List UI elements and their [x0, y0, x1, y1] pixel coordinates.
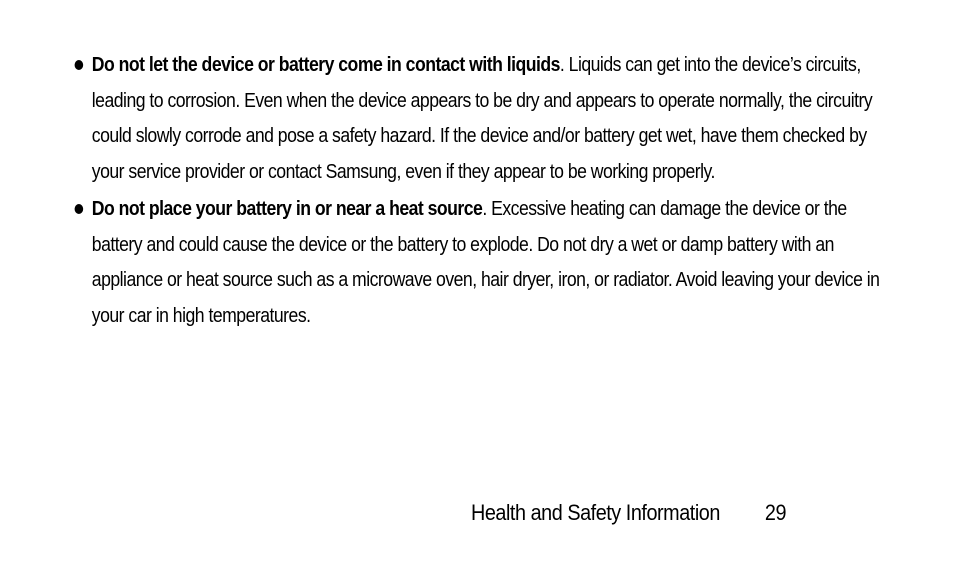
bullet-icon: [75, 60, 84, 70]
bullet-lead: Do not place your battery in or near a heat source: [91, 197, 483, 220]
page-footer: [471, 498, 786, 528]
footer-section-title: Health and Safety Information: [471, 500, 720, 525]
bullet-lead: Do not let the device or battery come in contact with liquids: [91, 53, 560, 76]
bullet-item-liquids: [72, 47, 892, 189]
bullet-icon: [75, 204, 84, 214]
bullet-item-heat: [72, 191, 892, 333]
page-number: 29: [764, 500, 787, 525]
bullet-text: . Excessive heating can damage the device or the battery and could cause the device or the battery to explode. Do not dry a wet or damp battery with an appliance or heat source such as a microwave oven, hair dryer, iron, or radiator. Avoid leaving your device in your car in high temperatures.: [91, 197, 880, 327]
bullet-text: . Liquids can get into the device’s circuits, leading to corrosion. Even when the device appears to be dry and appears to operate normally, the circuitry could slowly corrode and pose a safety hazard. If the device and/or battery get wet, have them checked by your service provider or contact Samsung, even if they appear to be working properly.: [91, 53, 873, 183]
document-body: [72, 47, 880, 333]
